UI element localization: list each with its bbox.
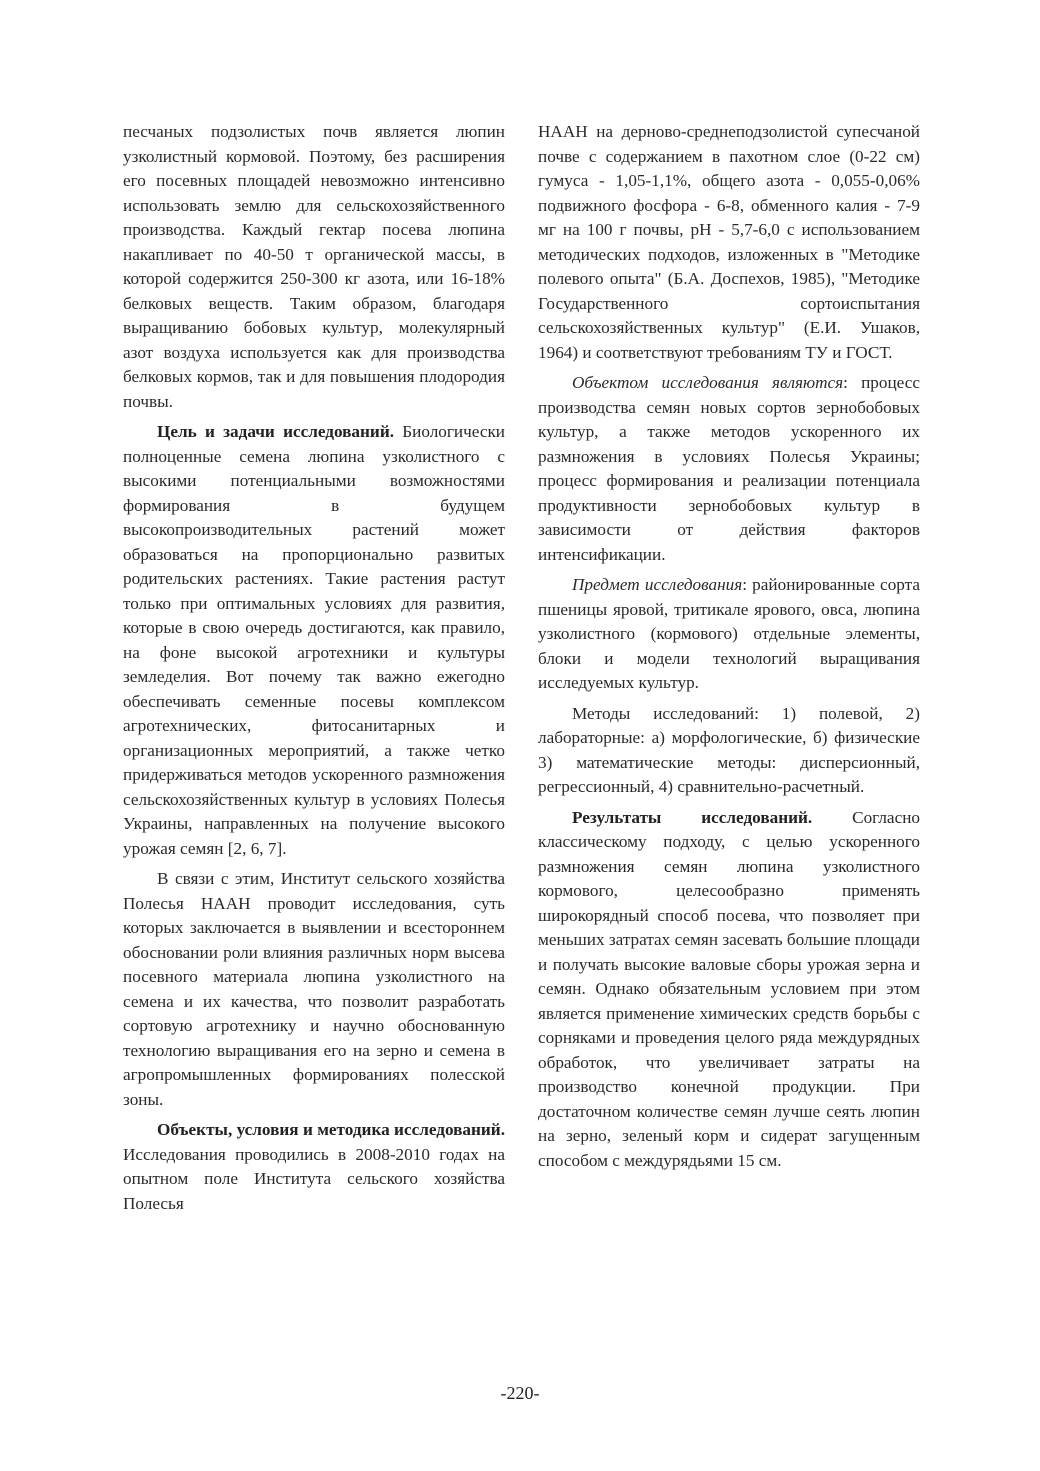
paragraph: песчаных подзолистых почв является люпин узколистный кормовой. Поэтому, без расширения его посевных площадей невозможно интенсивно использовать землю для сельскохозяйственного производства. Каждый гектар посева люпина накапливает по 40-50 т органической массы, в которой содержится 250-300 кг азота, или 16-18% белковых веществ. Таким образом, благодаря выращиванию бобовых культур, молекулярный азот воздуха используется как для производства белковых кормов, так и для повышения плодородия почвы. bbox=[123, 122, 505, 411]
paragraph: Методы исследований: 1) полевой, 2) лабораторные: а) морфологические, б) физические 3) математические методы: дисперсионный, регрессионный, 4) сравнительно-расчетный. bbox=[538, 703, 920, 796]
right-column bbox=[538, 120, 920, 1173]
paragraph: Объектом исследования являются: процесс производства семян новых сортов зернобобовых культур, а также методов ускоренного их размножения в условиях Полесья Украины; процесс формирования и реализации потенциала продуктивности зернобобовых культур в зависимости от действия факторов интенсификации. bbox=[538, 373, 920, 564]
section-heading: Результаты исследований. bbox=[572, 807, 813, 827]
section-heading: Объекты, условия и методика исследований. bbox=[157, 1120, 505, 1139]
italic-term: Предмет исследования bbox=[572, 575, 743, 594]
section-heading: Цель и задачи исследований. bbox=[157, 422, 395, 441]
paragraph: В связи с этим, Институт сельского хозяйства Полесья НААН проводит исследования, суть которых заключается в выявлении и всестороннем обосновании роли влияния различных норм высева посевного материала люпина узколистного на семена и их качества, что позволит разработать сортовую агротехнику и научно обоснованную технологию выращивания его на зерно и семена в агропромышленных формированиях полесской зоны. bbox=[123, 869, 505, 1109]
paragraph: НААН на дерново-среднеподзолистой супесчаной почве с содержанием в пахотном слое (0-22 см) гумуса - 1,05-1,1%, общего азота - 0,055-0,06% подвижного фосфора - 6-8, обменного калия - 7-9 мг на 100 г почвы, pH - 5,7-6,0 с использованием методических подходов, изложенных в "Методике полевого опыта" (Б.А. Доспехов, 1985), "Методике Государственного сортоиспытания сельскохозяйственных культур" (Е.И. Ушаков, 1964) и соответствуют требованиям ТУ и ГОСТ. bbox=[538, 122, 920, 362]
paragraph: Объекты, условия и методика исследований. Исследования проводились в 2008-2010 годах на опытном поле Института сельского хозяйства Полесья bbox=[123, 1120, 505, 1213]
paragraph: Цель и задачи исследований. Биологически полноценные семена люпина узколистного с высокими потенциальными возможностями формирования в будущем высокопроизводительных растений может образоваться на пропорционально развитых родительских растениях. Такие растения растут только при оптимальных условиях для развития, которые в свою очередь достигаются, как правило, на фоне высокой агротехники и культуры земледелия. Вот почему так важно ежегодно обеспечивать семенные посевы комплексом агротехнических, фитосанитарных и организационных мероприятий, а также четко придерживаться методов ускоренного размножения сельскохозяйственных культур в условиях Полесья Украины, направленных на получение высокого урожая семян [2, 6, 7]. bbox=[123, 422, 505, 858]
left-column bbox=[123, 120, 505, 1216]
italic-term: Объектом исследования являются bbox=[572, 373, 844, 392]
page-number: -220- bbox=[500, 1383, 540, 1403]
paragraph: Результаты исследований. Согласно классическому подходу, с целью ускоренного размножения семян люпина узколистного кормового, целесообразно применять широкорядный способ посева, что позволяет при меньших затратах семян засевать большие площади и получать высокие валовые сборы урожая зерна и семян. Однако обязательным условием при этом является применение химических средств борьбы с сорняками и проведения целого ряда междурядных обработок, что увеличивает затраты на производство конечной продукции. При достаточном количестве семян лучше сеять люпин на зерно, зеленый корм и сидерат загущенным способом с междурядьями 15 см. bbox=[538, 807, 920, 1170]
paragraph: Предмет исследования: районированные сорта пшеницы яровой, тритикале ярового, овса, люпина узколистного (кормового) отдельные элементы, блоки и модели технологий выращивания исследуемых культур. bbox=[538, 575, 921, 692]
